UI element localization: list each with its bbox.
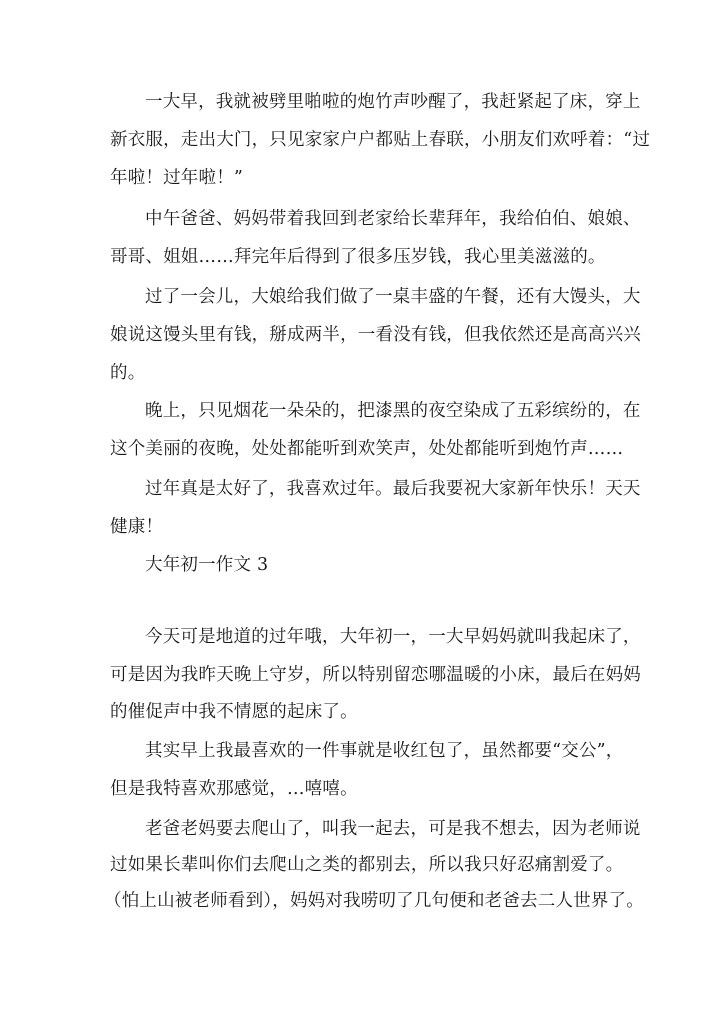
section-heading: 大年初一作文 3 [145, 555, 269, 575]
paragraph-8-line-3: （怕上山被老师看到），妈妈对我唠叨了几句便和老爸去二人世界了。 [104, 891, 644, 911]
paragraph-3-line-1: 过了一会儿，大娘给我们做了一桌丰盛的午餐，还有大馒头，大 [145, 287, 641, 307]
paragraph-5-line-2: 健康！ [110, 517, 164, 537]
paragraph-7-line-1: 其实早上我最喜欢的一件事就是收红包了，虽然都要“交公”， [145, 741, 624, 761]
paragraph-3-line-3: 的。 [110, 363, 146, 383]
paragraph-1-line-1: 一大早，我就被劈里啪啦的炮竹声吵醒了，我赶紧起了床，穿上 [145, 92, 641, 112]
paragraph-1-line-3: 年啦！过年啦！” [110, 168, 244, 188]
paragraph-6-line-1: 今天可是地道的过年哦，大年初一，一大早妈妈就叫我起床了， [145, 627, 641, 647]
paragraph-8-line-2: 过如果长辈叫你们去爬山之类的都别去，所以我只好忍痛割爱了。 [110, 855, 624, 875]
paragraph-5-line-1: 过年真是太好了，我喜欢过年。最后我要祝大家新年快乐！天天 [145, 479, 641, 499]
paragraph-6-line-3: 的催促声中我不情愿的起床了。 [110, 702, 358, 722]
paragraph-8-line-1: 老爸老妈要去爬山了，叫我一起去，可是我不想去，因为老师说 [145, 819, 641, 839]
paragraph-4-line-2: 这个美丽的夜晚，处处都能听到欢笑声，处处都能听到炮竹声…… [110, 439, 624, 459]
paragraph-2-line-1: 中午爸爸、妈妈带着我回到老家给长辈拜年，我给伯伯、娘娘、 [145, 209, 641, 229]
paragraph-6-line-2: 可是因为我昨天晚上守岁，所以特别留恋哪温暖的小床，最后在妈妈 [110, 665, 641, 685]
paragraph-4-line-1: 晚上，只见烟花一朵朵的，把漆黑的夜空染成了五彩缤纷的，在 [145, 401, 641, 421]
paragraph-7-line-2: 但是我特喜欢那感觉，…嘻嘻。 [110, 779, 358, 799]
paragraph-1-line-2: 新衣服，走出大门，只见家家户户都贴上春联，小朋友们欢呼着：“过 [110, 130, 651, 150]
paragraph-3-line-2: 娘说这馒头里有钱，掰成两半，一看没有钱，但我依然还是高高兴兴 [110, 325, 641, 345]
paragraph-2-line-2: 哥哥、姐姐……拜完年后得到了很多压岁钱，我心里美滋滋的。 [110, 247, 606, 267]
